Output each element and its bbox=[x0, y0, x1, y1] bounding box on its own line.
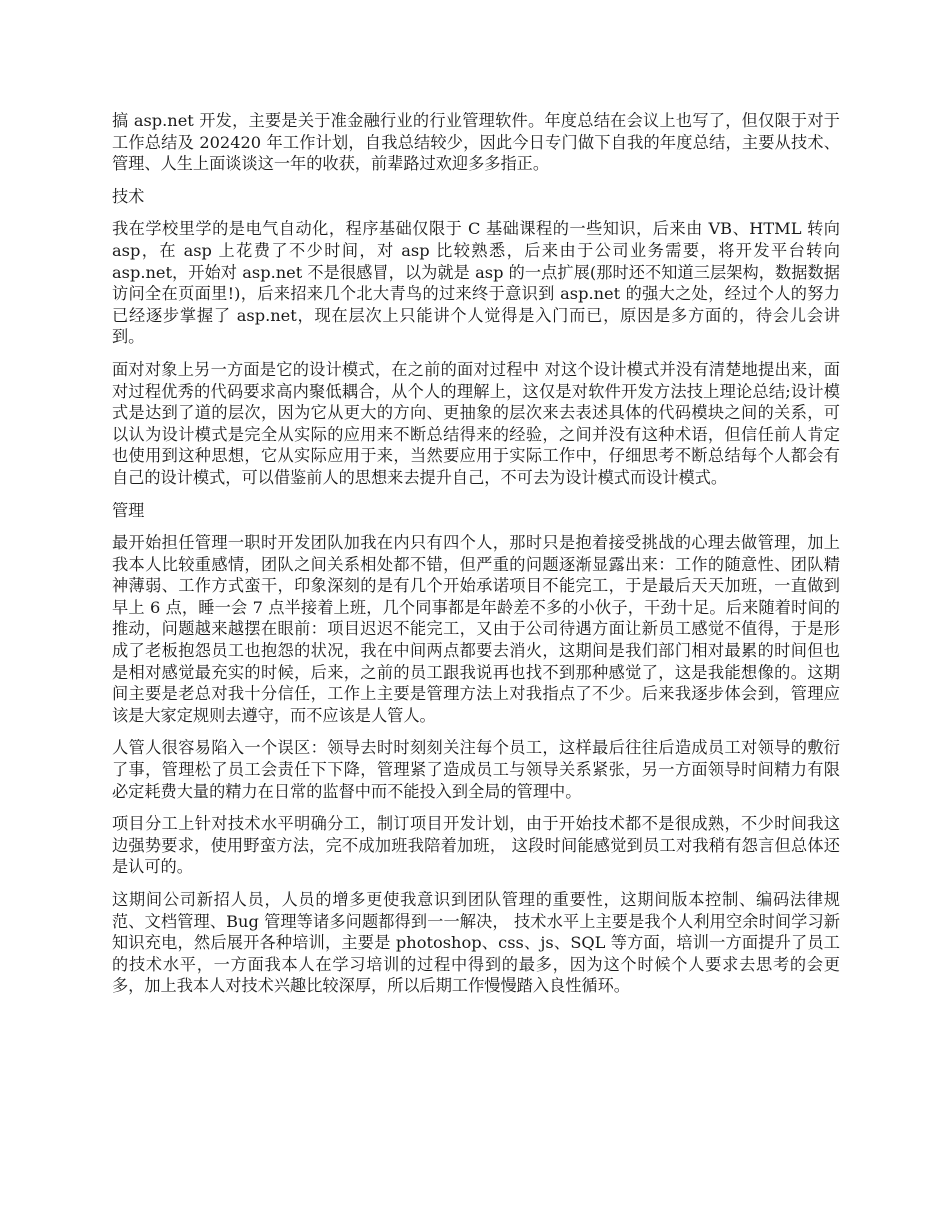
tech-paragraph-2: 面对对象上另一方面是它的设计模式，在之前的面对过程中 对这个设计模式并没有清楚地提出来，面对过程优秀的代码要求高内聚低耦合，从个人的理解上，这仅是对软件开发方法技上理论总结;设计模式是达到了道的层次，因为它从更大的方向、更抽象的层次来去表述具体的代码模块之间的关系，可以认为设计模式是完全从实际的应用来不断总结得来的经验，之间并没有这种术语，但信任前人肯定也使用到这种思想，它从实际应用于来，当然要应用于实际工作中，仔细思考不断总结每个人都会有自己的设计模式，可以借鉴前人的思想来去提升自己，不可去为设计模式而设计模式。 bbox=[112, 359, 840, 487]
management-paragraph-2: 人管人很容易陷入一个误区：领导去时时刻刻关注每个员工，这样最后往往后造成员工对领导的敷衍了事，管理松了员工会责任下下降，管理紧了造成员工与领导关系紧张，另一方面领导时间精力有限必定耗费大量的精力在日常的监督中而不能投入到全局的管理中。 bbox=[112, 738, 840, 801]
section-heading-tech: 技术 bbox=[112, 186, 145, 206]
management-paragraph-3: 项目分工上针对技术水平明确分工，制订项目开发计划，由于开始技术都不是很成熟，不少时间我这边强势要求，使用野蛮方法，完不成加班我陪着加班， 这段时间能感觉到员工对我稍有怨言但总体还是认可的。 bbox=[112, 814, 840, 877]
document-page bbox=[112, 110, 840, 1008]
management-paragraph-1: 最开始担任管理一职时开发团队加我在内只有四个人，那时只是抱着接受挑战的心理去做管理，加上我本人比较重感情，团队之间关系相处都不错，但严重的问题逐渐显露出来：工作的随意性、团队精神薄弱、工作方式蛮干，印象深刻的是有几个开始承诺项目不能完工，于是最后天天加班，一直做到早上 6 点，睡一会 7 点半接着上班，几个同事都是年龄差不多的小伙子，干劲十足。后来随着时间的推动，问题越来越摆在眼前：项目迟迟不能完工，又由于公司待遇方面让新员工感觉不值得，于是形成了老板抱怨员工也抱怨的状况，我在中间两点都要去消火，这期间是我们部门相对最累的时间但也是相对感觉最充实的时候，后来，之前的员工跟我说再也找不到那种感觉了，这是我能想像的。这期间主要是老总对我十分信任，工作上主要是管理方法上对我指点了不少。后来我逐步体会到，管理应该是大家定规则去遵守，而不应该是人管人。 bbox=[112, 533, 840, 725]
section-heading-management: 管理 bbox=[112, 500, 145, 520]
management-paragraph-4: 这期间公司新招人员，人员的增多更使我意识到团队管理的重要性，这期间版本控制、编码法律规范、文档管理、Bug 管理等诸多问题都得到一一解决， 技术水平上主要是我个人利用空余时间学习新知识充电，然后展开各种培训，主要是 photoshop、css、js、SQL 等方面，培训一方面提升了员工的技术水平，一方面我本人在学习培训的过程中得到的最多，因为这个时候个人要求去思考的会更多，加上我本人对技术兴趣比较深厚，所以后期工作慢慢踏入良性循环。 bbox=[112, 890, 840, 996]
intro-paragraph: 搞 asp.net 开发，主要是关于准金融行业的行业管理软件。年度总结在会议上也写了，但仅限于对于工作总结及 202420 年工作计划，自我总结较少，因此今日专门做下自我的年度总结，主要从技术、管理、人生上面谈谈这一年的收获，前辈路过欢迎多多指正。 bbox=[112, 111, 840, 174]
tech-paragraph-1: 我在学校里学的是电气自动化，程序基础仅限于 C 基础课程的一些知识，后来由 VB、HTML 转向 asp，在 asp 上花费了不少时间，对 asp 比较熟悉，后来由于公司业务需要，将开发平台转向 asp.net，开始对 asp.net 不是很感冒，以为就是 asp 的一点扩展(那时还不知道三层架构，数据数据访问全在页面里!)，后来招来几个北大青鸟的过来终于意识到 asp.net 的强大之处，经过个人的努力已经逐步掌握了 asp.net，现在层次上只能讲个人觉得是入门而已，原因是多方面的，待会儿会讲到。 bbox=[112, 219, 840, 347]
